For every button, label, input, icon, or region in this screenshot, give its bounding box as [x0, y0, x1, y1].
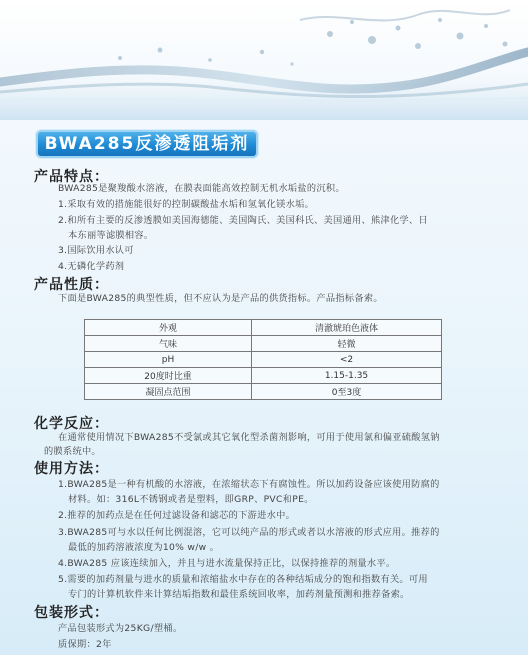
property-name: 凝固点范围: [85, 384, 252, 400]
property-value: 轻微: [252, 336, 442, 352]
usage-line: 4.BWA285 应该连续加入，并且与进水流量保持正比，以保持推荐的剂量水平。: [58, 558, 396, 569]
feature-item: 本东丽等滤膜相容。: [68, 230, 154, 241]
chemistry-line: 的膜系统中。: [44, 446, 101, 457]
usage-line: 最低的加药溶液浓度为10% w/w 。: [68, 542, 220, 553]
packaging-heading: 包装形式：: [34, 605, 109, 621]
table-row: [85, 320, 442, 336]
chemistry-heading: 化学反应：: [34, 416, 109, 432]
property-name: 气味: [85, 336, 252, 352]
chemistry-line: 在通常使用情况下BWA285不受氯或其它氧化型杀菌剂影响，可用于使用氯和偏亚硫酸氢钠: [58, 432, 440, 443]
feature-item: 1.采取有效的措施能很好的控制碳酸盐水垢和氢氧化镁水垢。: [58, 199, 315, 210]
feature-item: 2.和所有主要的反渗透膜如美国海德能、美国陶氏、美国科氏、美国通用、熊津化学、日: [58, 215, 428, 226]
properties-table: [84, 319, 442, 400]
usage-heading: 使用方法：: [34, 461, 109, 477]
property-value: <2: [252, 352, 442, 368]
property-name: 外观: [85, 320, 252, 336]
usage-line: 2.推荐的加药点是在任何过滤设备和滤芯的下游进水中。: [58, 510, 296, 521]
property-value: 0至3度: [252, 384, 442, 400]
packaging-line: 质保期：2年: [58, 639, 112, 650]
usage-line: 材料。如：316L不锈钢或者是塑料，即GRP、PVC和PE。: [68, 494, 314, 505]
table-row: [85, 384, 442, 400]
properties-heading: 产品性质：: [34, 277, 109, 293]
usage-line: 1.BWA285是一种有机酸的水溶液，在浓缩状态下有腐蚀性。所以加药设备应该使用防腐的: [58, 479, 440, 490]
usage-line: 专门的计算机软件来计算结垢指数和最佳系统回收率，加药剂量预测和推荐备索。: [68, 589, 410, 600]
product-title: BWA285反渗透阻垢剂: [36, 130, 258, 158]
usage-line: 3.BWA285可与水以任何比例混溶，它可以纯产品的形式或者以水溶液的形式应用。推荐的: [58, 527, 440, 538]
feature-item: 4.无磷化学药剂: [58, 261, 125, 272]
usage-line: 5.需要的加药剂量与进水的质量和浓缩盐水中存在的各种结垢成分的饱和指数有关。可用: [58, 574, 428, 585]
table-row: [85, 368, 442, 384]
packaging-line: 产品包装形式为25KG/塑桶。: [58, 623, 183, 634]
feature-item: 3.国际饮用水认可: [58, 245, 134, 256]
properties-intro: 下面是BWA285的典型性质，但不应认为是产品的供货指标。产品指标备索。: [58, 293, 383, 304]
property-name: 20度时比重: [85, 368, 252, 384]
property-name: pH: [85, 352, 252, 368]
features-heading: 产品特点：: [34, 169, 109, 185]
table-row: [85, 336, 442, 352]
features-intro: BWA285是聚羧酸水溶液，在膜表面能高效控制无机水垢盐的沉积。: [58, 183, 345, 194]
property-value: 清澈琥珀色液体: [252, 320, 442, 336]
table-row: [85, 352, 442, 368]
water-splash-image: [0, 0, 528, 120]
water-splash-banner: [0, 0, 528, 120]
property-value: 1.15-1.35: [252, 368, 442, 384]
